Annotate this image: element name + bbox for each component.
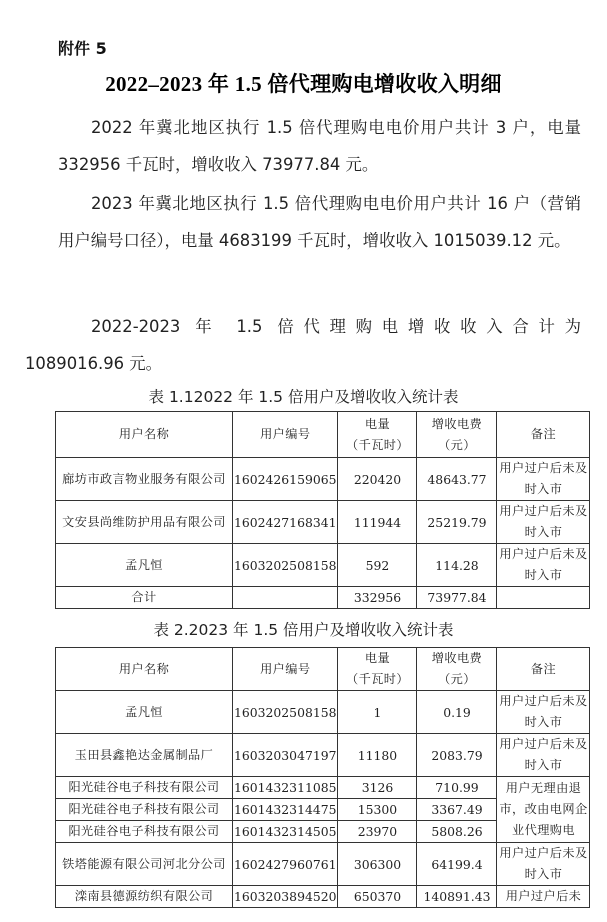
header-fee-line2: （元） xyxy=(438,437,476,452)
cell-kwh: 306300 xyxy=(338,843,417,886)
paragraph-total-line2: 1089016.96 元。 xyxy=(25,354,163,373)
cell-user-id: 1602427960761 xyxy=(233,843,338,886)
cell-user-id: 1603202508158 xyxy=(233,691,338,734)
table-row xyxy=(56,777,590,799)
table-header-row xyxy=(56,412,590,458)
header-kwh xyxy=(338,648,417,691)
cell-remark: 用户过户后未及时入市 xyxy=(497,691,590,734)
header-user-id: 用户编号 xyxy=(233,412,338,458)
header-fee-line1: 增收电费 xyxy=(431,416,483,431)
cell-user-id: 1603202508158 xyxy=(233,544,338,587)
paragraph-2022-summary: 2022 年冀北地区执行 1.5 倍代理购电电价用户共计 3 户，电量 332956 千瓦时，增收收入 73977.84 元。 xyxy=(58,118,581,174)
table-2023-users xyxy=(55,647,590,908)
table-2022-users xyxy=(55,411,590,609)
cell-kwh: 1 xyxy=(338,691,417,734)
cell-user-name: 廊坊市政言物业服务有限公司 xyxy=(56,458,233,501)
table1-caption: 表 1.12022 年 1.5 倍用户及增收收入统计表 xyxy=(148,388,459,406)
cell-user-id: 1602427168341 xyxy=(233,501,338,544)
table-row xyxy=(56,544,590,587)
header-kwh-line2: （千瓦时） xyxy=(346,437,409,452)
cell-user-name: 铁塔能源有限公司河北分公司 xyxy=(56,843,233,886)
header-fee xyxy=(417,648,497,691)
cell-user-id: 1603203894520 xyxy=(233,886,338,908)
cell-remark-truncated: 用户过户后未 xyxy=(497,886,590,908)
table-row xyxy=(56,843,590,886)
cell-remark: 用户过户后未及时入市 xyxy=(497,501,590,544)
cell-kwh: 650370 xyxy=(338,886,417,908)
cell-fee: 2083.79 xyxy=(417,734,497,777)
cell-fee: 710.99 xyxy=(417,777,497,799)
cell-user-id: 1601432314475 xyxy=(233,799,338,821)
cell-user-name: 文安县尚维防护用品有限公司 xyxy=(56,501,233,544)
cell-user-name: 阳光硅谷电子科技有限公司 xyxy=(56,821,233,843)
cell-remark: 用户过户后未及时入市 xyxy=(497,544,590,587)
cell-kwh: 11180 xyxy=(338,734,417,777)
cell-fee: 48643.77 xyxy=(417,458,497,501)
cell-user-id: 1601432314505 xyxy=(233,821,338,843)
cell-fee: 64199.4 xyxy=(417,843,497,886)
paragraph-total-line1: 2022-2023 年 1.5 倍代理购电增收收入合计为 xyxy=(91,317,581,336)
header-kwh-line1: 电量 xyxy=(364,651,391,665)
paragraph-2023-summary: 2023 年冀北地区执行 1.5 倍代理购电电价用户共计 16 户（营销用户编号口径），电量 4683199 千瓦时，增收收入 1015039.12 元。 xyxy=(58,194,581,250)
header-user-name: 用户名称 xyxy=(56,648,233,691)
header-kwh xyxy=(338,412,417,458)
header-remark: 备注 xyxy=(497,648,590,691)
cell-fee: 25219.79 xyxy=(417,501,497,544)
cell-user-name: 阳光硅谷电子科技有限公司 xyxy=(56,777,233,799)
header-fee-line1: 增收电费 xyxy=(431,651,483,665)
header-fee-line2: （元） xyxy=(438,672,476,686)
cell-kwh: 15300 xyxy=(338,799,417,821)
header-user-name: 用户名称 xyxy=(56,412,233,458)
document-title: 2022–2023 年 1.5 倍代理购电增收收入明细 xyxy=(105,72,502,96)
table-row xyxy=(56,501,590,544)
header-user-id: 用户编号 xyxy=(233,648,338,691)
cell-fee: 114.28 xyxy=(417,544,497,587)
table-header-row xyxy=(56,648,590,691)
header-kwh-line2: （千瓦时） xyxy=(346,672,409,686)
cell-remark: 用户过户后未及时入市 xyxy=(497,734,590,777)
cell-remark: 用户过户后未及时入市 xyxy=(497,458,590,501)
cell-remark-merged: 用户无理由退市，改由电网企业代理购电 xyxy=(497,777,590,843)
cell-user-name: 孟凡恒 xyxy=(56,544,233,587)
header-remark: 备注 xyxy=(497,412,590,458)
cell-user-id: 1603203047197 xyxy=(233,734,338,777)
cell-user-id: 1601432311085 xyxy=(233,777,338,799)
cell-user-id: 1602426159065 xyxy=(233,458,338,501)
table-row xyxy=(56,734,590,777)
total-label: 合计 xyxy=(56,587,233,609)
cell-fee: 0.19 xyxy=(417,691,497,734)
cell-kwh: 220420 xyxy=(338,458,417,501)
cell-user-name: 滦南县德源纺织有限公司 xyxy=(56,886,233,908)
table-total-row xyxy=(56,587,590,609)
header-kwh-line1: 电量 xyxy=(364,416,391,431)
cell-kwh: 3126 xyxy=(338,777,417,799)
total-fee: 73977.84 xyxy=(417,587,497,609)
table-row xyxy=(56,886,590,908)
table-row xyxy=(56,691,590,734)
total-user-id xyxy=(233,587,338,609)
cell-fee: 5808.26 xyxy=(417,821,497,843)
paragraph-total-summary xyxy=(25,308,581,382)
table-row xyxy=(56,458,590,501)
total-remark xyxy=(497,587,590,609)
cell-fee: 140891.43 xyxy=(417,886,497,908)
table2-caption: 表 2.2023 年 1.5 倍用户及增收收入统计表 xyxy=(153,621,454,639)
header-fee xyxy=(417,412,497,458)
cell-user-name: 孟凡恒 xyxy=(56,691,233,734)
cell-user-name: 玉田县鑫艳达金属制品厂 xyxy=(56,734,233,777)
cell-kwh: 23970 xyxy=(338,821,417,843)
cell-kwh: 111944 xyxy=(338,501,417,544)
cell-remark: 用户过户后未及时入市 xyxy=(497,843,590,886)
attachment-label: 附件 5 xyxy=(58,39,107,58)
cell-kwh: 592 xyxy=(338,544,417,587)
cell-user-name: 阳光硅谷电子科技有限公司 xyxy=(56,799,233,821)
total-kwh: 332956 xyxy=(338,587,417,609)
cell-fee: 3367.49 xyxy=(417,799,497,821)
